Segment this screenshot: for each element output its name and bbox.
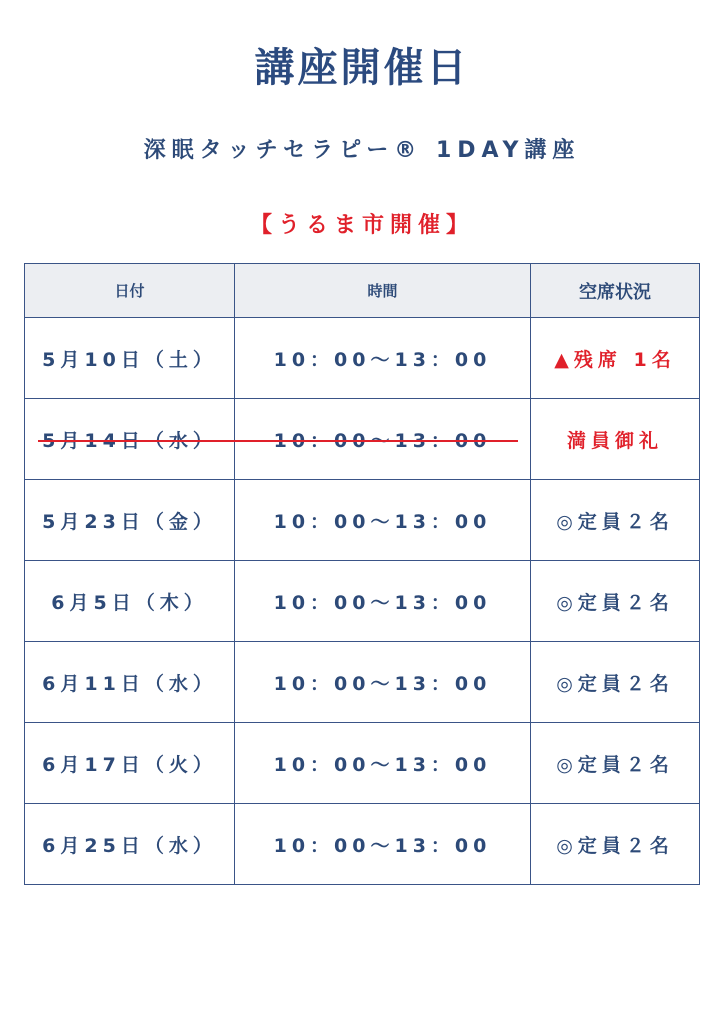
- row-date: 6月25日（水）: [25, 804, 235, 885]
- row-time: 10：00〜13：00: [235, 642, 531, 723]
- row-status: ◎定員２名: [531, 723, 700, 804]
- row-date: 5月23日（金）: [25, 480, 235, 561]
- page-title: 講座開催日: [254, 45, 470, 91]
- row-status: ◎定員２名: [531, 561, 700, 642]
- row-time: 10：00〜13：00: [235, 399, 531, 480]
- row-status: 満員御礼: [531, 399, 700, 480]
- row-time: 10：00〜13：00: [235, 480, 531, 561]
- header-time: 時間: [235, 264, 531, 318]
- row-status: ◎定員２名: [531, 804, 700, 885]
- row-time: 10：00〜13：00: [235, 723, 531, 804]
- location-label: 【うるま市開催】: [249, 213, 474, 238]
- header-availability: 空席状況: [531, 264, 700, 318]
- course-subtitle: 深眠タッチセラピー® 1DAY講座: [143, 138, 581, 163]
- row-date: 6月17日（火）: [25, 723, 235, 804]
- row-status: ◎定員２名: [531, 642, 700, 723]
- strikethrough-line: [38, 440, 518, 442]
- row-date: 6月11日（水）: [25, 642, 235, 723]
- table-row: [25, 399, 700, 480]
- row-date: 6月5日（木）: [25, 561, 235, 642]
- row-time: 10：00〜13：00: [235, 561, 531, 642]
- row-date: 5月14日（水）: [25, 399, 235, 480]
- table-row: [25, 480, 700, 561]
- table-row: [25, 561, 700, 642]
- schedule-table: [24, 263, 700, 885]
- row-time: 10：00〜13：00: [235, 804, 531, 885]
- table-row: [25, 318, 700, 399]
- header-date: 日付: [25, 264, 235, 318]
- row-date: 5月10日（土）: [25, 318, 235, 399]
- row-status: ◎定員２名: [531, 480, 700, 561]
- table-row: [25, 804, 700, 885]
- row-status: ▲残席 1名: [531, 318, 700, 399]
- table-header-row: [25, 264, 700, 318]
- table-row: [25, 642, 700, 723]
- table-row: [25, 723, 700, 804]
- row-time: 10：00〜13：00: [235, 318, 531, 399]
